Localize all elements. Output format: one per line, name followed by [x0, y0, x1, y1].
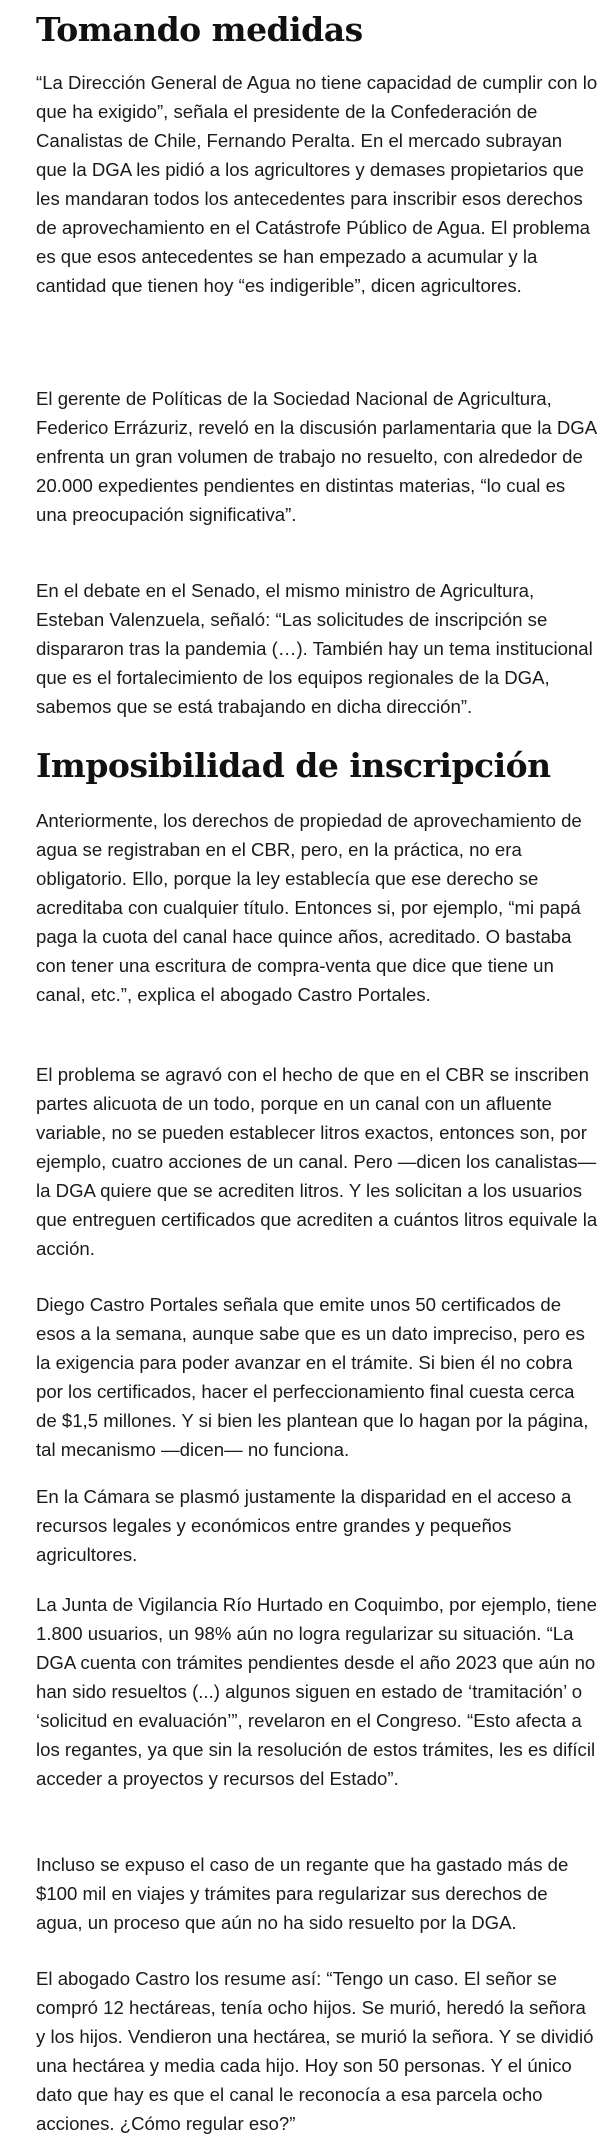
- paragraph: El abogado Castro los resume así: “Tengo un caso. El señor se compró 12 hectáreas, tenía ocho hijos. Se murió, heredó la señora y los hijos. Vendieron una hectárea, se murió la señora. Y se dividió una hectárea y media cada hijo. Hoy son 50 personas. Y el único dato que hay es que el canal le reconocía a esa parcela ocho acciones. ¿Cómo regular eso?”: [36, 1968, 594, 2134]
- paragraph: En el debate en el Senado, el mismo ministro de Agricultura, Esteban Valenzuela, señaló: “Las solicitudes de inscripción se dispararon tras la pandemia (…). También hay un tema institucional que es el fortalecimiento de los equipos regionales de la DGA, sabemos que se está trabajando en dicha dirección”.: [36, 580, 593, 717]
- paragraph: Diego Castro Portales señala que emite unos 50 certificados de esos a la semana, aunque sabe que es un dato impreciso, pero es la exigencia para poder avanzar en el trámite. Si bien él no cobra por los certificados, hacer el perfeccionamiento final cuesta cerca de $1,5 millones. Y si bien les plantean que lo hagan por la página, tal mecanismo —dicen— no funciona.: [36, 1294, 589, 1460]
- paragraph: En la Cámara se plasmó justamente la disparidad en el acceso a recursos legales y económicos entre grandes y pequeños agricultores.: [36, 1486, 572, 1565]
- paragraph: El gerente de Políticas de la Sociedad Nacional de Agricultura, Federico Errázuriz, reveló en la discusión parlamentaria que la DGA enfrenta un gran volumen de trabajo no resuelto, con alrededor de 20.000 expedientes pendientes en distintas materias, “lo cual es una preocupación significativa”.: [36, 388, 597, 525]
- paragraph: Anteriormente, los derechos de propiedad de aprovechamiento de agua se registraban en el CBR, pero, en la práctica, no era obligatorio. Ello, porque la ley establecía que ese derecho se acreditaba con cualquier título. Entonces si, por ejemplo, “mi papá paga la cuota del canal hace quince años, acreditado. O bastaba con tener una escritura de compra-venta que dice que tiene un canal, etc.”, explica el abogado Castro Portales.: [36, 810, 582, 1005]
- paragraph: Incluso se expuso el caso de un regante que ha gastado más de $100 mil en viajes y trámites para regularizar sus derechos de agua, un proceso que aún no ha sido resuelto por la DGA.: [36, 1854, 569, 1933]
- paragraph: “La Dirección General de Agua no tiene capacidad de cumplir con lo que ha exigido”, señala el presidente de la Confederación de Canalistas de Chile, Fernando Peralta. En el mercado subrayan que la DGA les pidió a los agricultores y demases propietarios que les mandaran todos los antecedentes para inscribir esos derechos de aprovechamiento en el Catástrofe Público de Agua. El problema es que esos antecedentes se han empezado a acumular y la cantidad que tienen hoy “es indigerible”, dicen agricultores.: [36, 72, 598, 296]
- paragraph: El problema se agravó con el hecho de que en el CBR se inscriben partes alicuota de un todo, porque en un canal con un afluente variable, no se pueden establecer litros exactos, entonces son, por ejemplo, cuatro acciones de un canal. Pero —dicen los canalistas— la DGA quiere que se acrediten litros. Y les solicitan a los usuarios que entreguen certificados que acrediten a cuántos litros equivale la acción.: [36, 1064, 598, 1259]
- section-heading-imposibilidad-de-inscripcion: Imposibilidad de inscripción: [36, 746, 551, 785]
- section-heading-tomando-medidas: Tomando medidas: [36, 10, 363, 49]
- paragraph: La Junta de Vigilancia Río Hurtado en Coquimbo, por ejemplo, tiene 1.800 usuarios, un 98% aún no logra regularizar su situación. “La DGA cuenta con trámites pendientes desde el año 2023 que aún no han sido resueltos (...) algunos siguen en estado de ‘tramitación’ o ‘solicitud en evaluación’”, revelaron en el Congreso. “Esto afecta a los regantes, ya que sin la resolución de estos trámites, les es difícil acceder a proyectos y recursos del Estado”.: [36, 1594, 597, 1789]
